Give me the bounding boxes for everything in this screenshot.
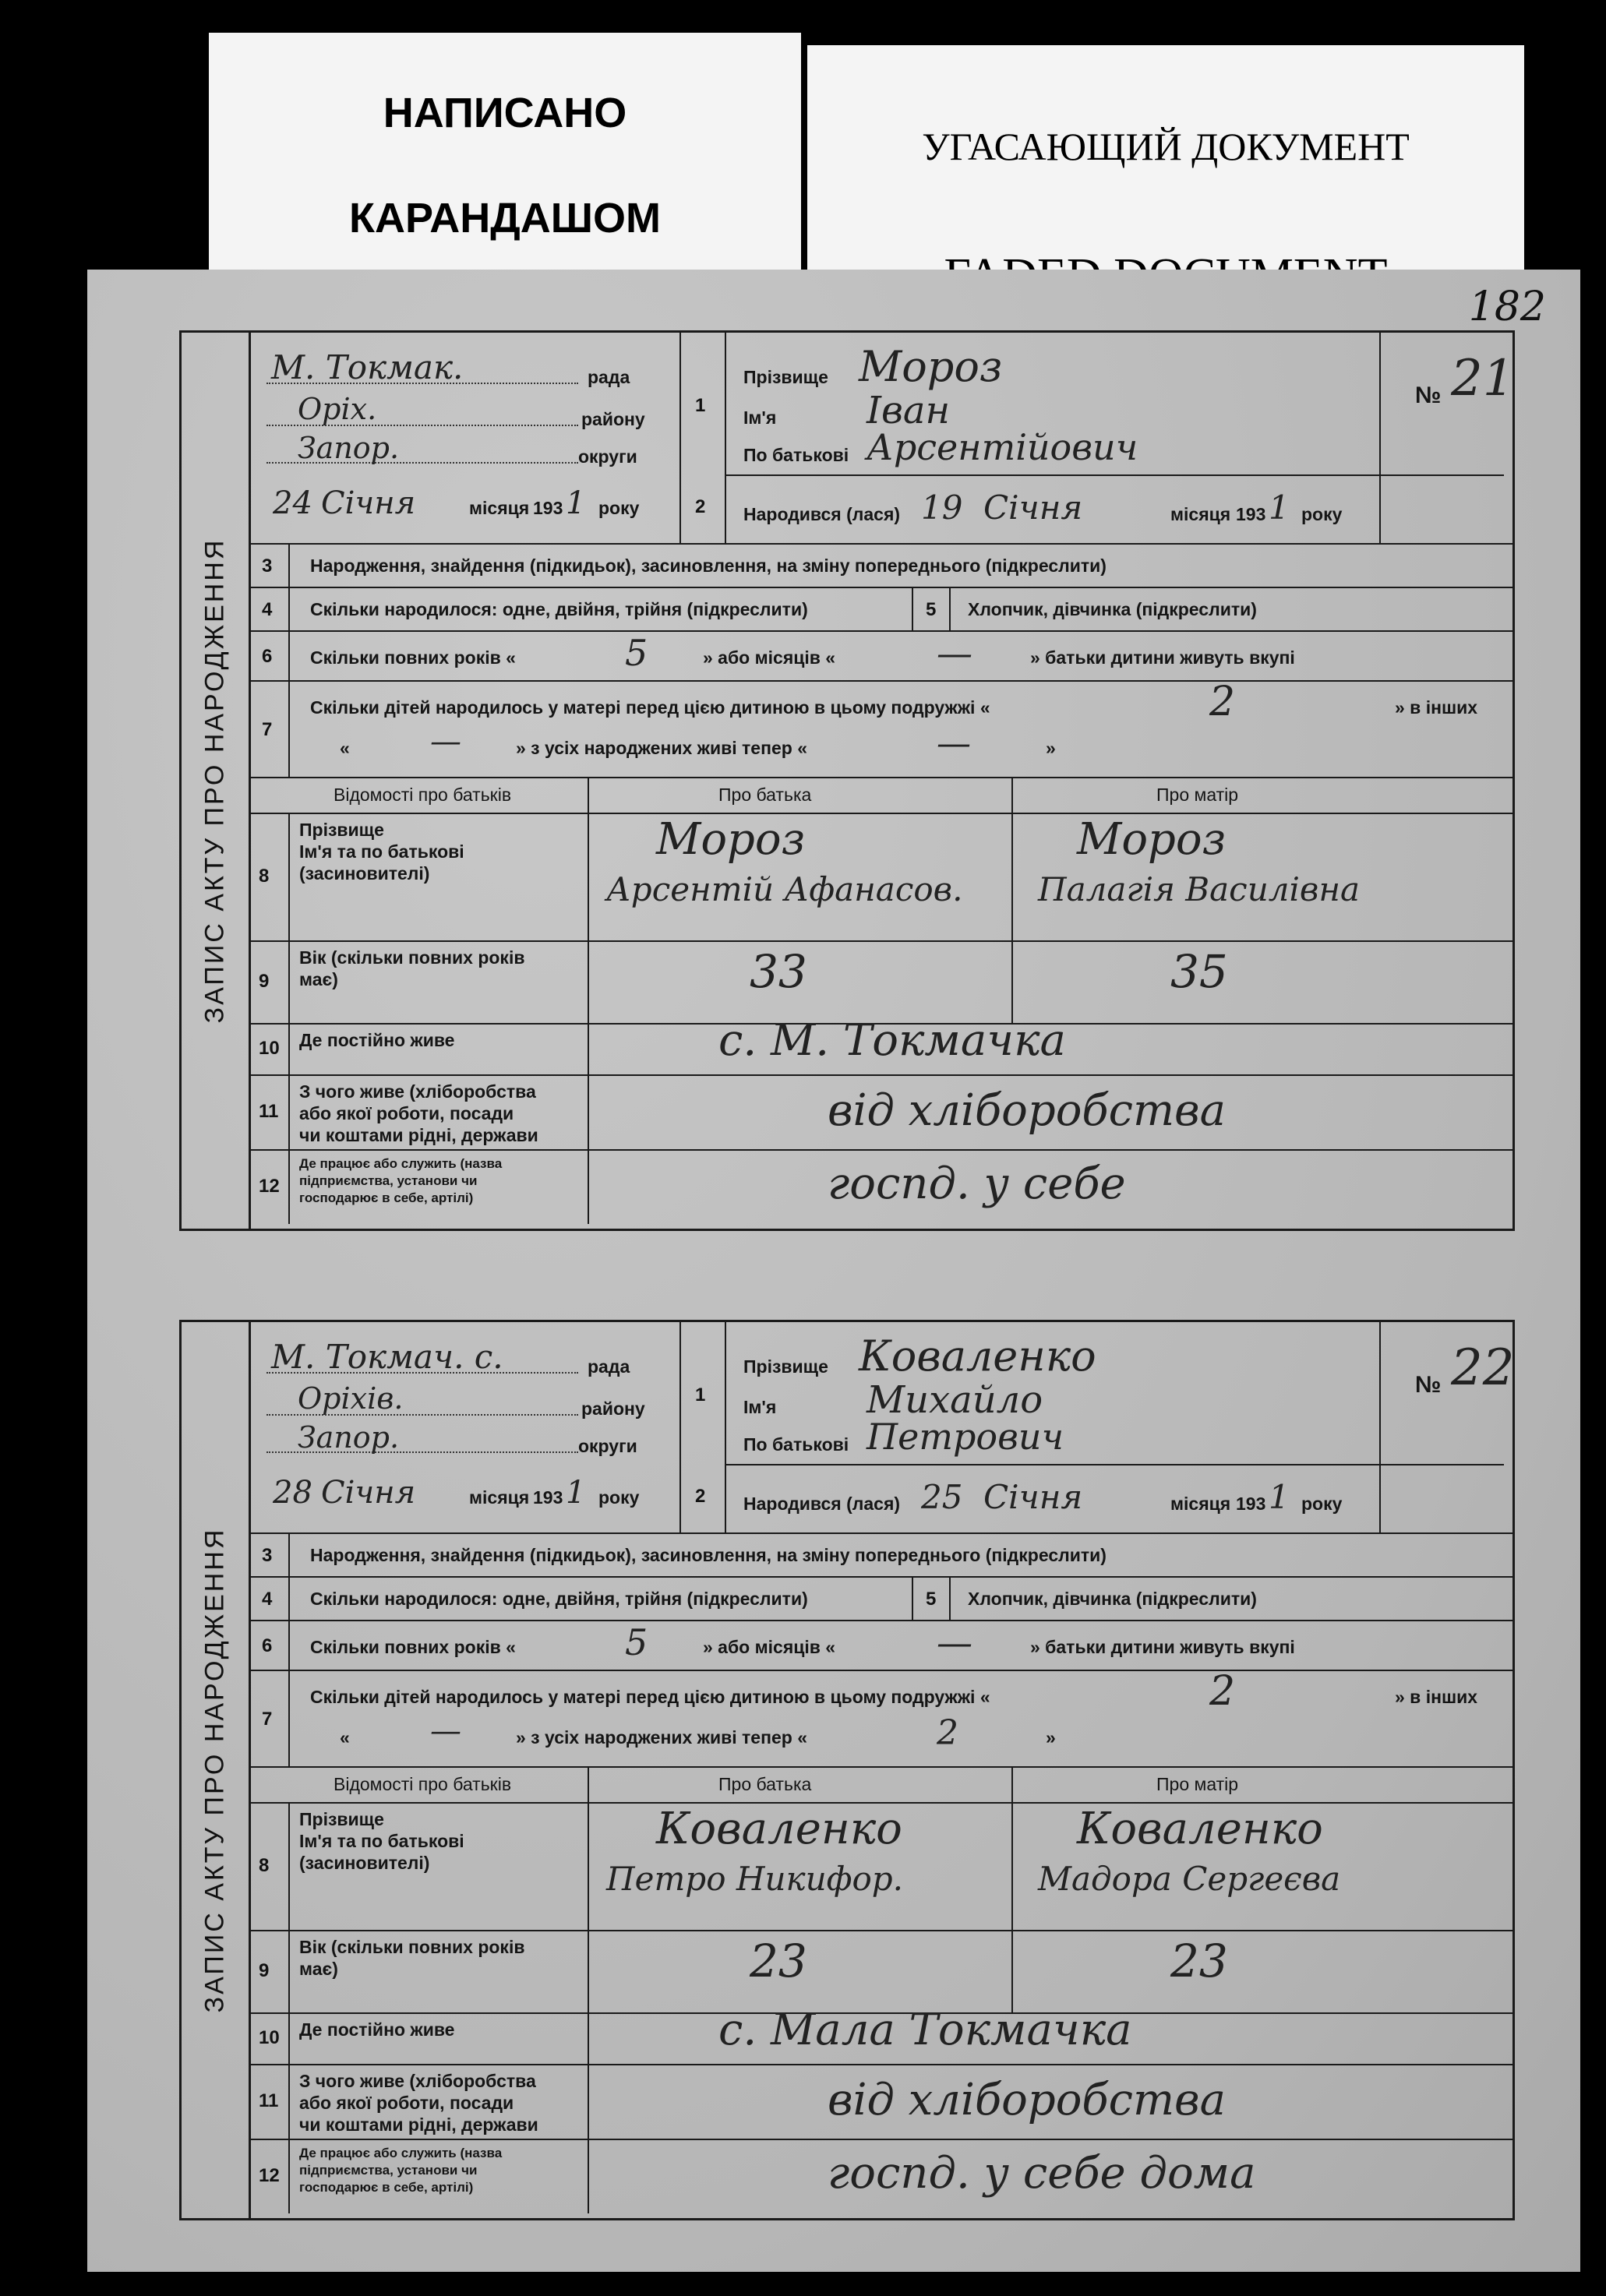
row-8-label: Прізвище Ім'я та по батькові (засиновителі) — [299, 1809, 464, 1873]
patronymic-value: Петрович — [867, 1416, 1064, 1458]
name-value: Михайло — [867, 1378, 1043, 1422]
row-7-label-c: « — [340, 738, 350, 758]
row-number: 9 — [259, 1960, 270, 1981]
birth-day: 25 — [921, 1478, 963, 1516]
occupation: від хліборобства — [828, 1085, 1227, 1136]
reg-day: 24 — [273, 485, 312, 521]
children-alive: 2 — [937, 1713, 958, 1753]
reg-month: Січня — [321, 485, 416, 521]
row-number: 7 — [262, 719, 273, 740]
page-number: 182 — [1468, 284, 1546, 330]
month-label: місяця — [1170, 1494, 1231, 1514]
side-title — [182, 333, 251, 1229]
rayon-value: Оріх. — [298, 392, 377, 426]
birth-year-digit: 1 — [1269, 1478, 1290, 1516]
form-grid — [251, 1322, 1515, 2218]
row-number: 1 — [695, 395, 706, 416]
divider — [725, 474, 1379, 476]
divider — [725, 1464, 1379, 1465]
row-number: 4 — [262, 1589, 273, 1610]
workplace: госпд. у себе — [828, 1159, 1126, 1209]
reg-day: 28 — [273, 1475, 312, 1511]
row-5-label: Хлопчик, дівчинка (підкреслити) — [968, 1589, 1257, 1609]
row-11-label: З чого живе (хліборобства або якої роботи, посади чи коштами рідні, держави — [299, 2071, 538, 2135]
row-7-label-c: « — [340, 1727, 350, 1748]
rada-label: рада — [588, 367, 630, 387]
row-number: 7 — [262, 1709, 273, 1730]
name-label: Ім'я — [743, 407, 777, 428]
row-7-label-d: » з усіх народжених живі тепер « — [516, 1727, 808, 1748]
row-number: 11 — [259, 1101, 279, 1122]
okruga-label: округи — [578, 1436, 637, 1456]
birth-record-form — [179, 1320, 1515, 2220]
pencil-writing-label — [209, 33, 801, 271]
year-prefix: 193 — [533, 1487, 563, 1508]
residence: с. М. Токмачка — [718, 1015, 1066, 1066]
father-surname: Коваленко — [656, 1804, 902, 1854]
row-number: 10 — [259, 2027, 280, 2048]
birth-year-digit: 1 — [1269, 488, 1290, 527]
born-label: Народився (лася) — [743, 504, 901, 524]
row-number: 12 — [259, 2165, 280, 2186]
children-before: 2 — [1209, 679, 1236, 725]
rayon-label: району — [581, 1398, 645, 1419]
label-line: КАРАНДАШОМ — [349, 195, 661, 242]
okruga-value: Запор. — [298, 431, 400, 465]
row-12-label: Де працює або служить (назва підприємства, установи чи господарює в себе, артілі) — [299, 2146, 503, 2195]
row-number: 2 — [695, 496, 706, 517]
row-3-label: Народження, знайдення (підкидьок), засиновлення, на зміну попереднього (підкреслити) — [310, 555, 1107, 576]
row-number: 1 — [695, 1384, 706, 1405]
dotted-line — [266, 462, 578, 464]
row-9-label: Вік (скільки повних років має) — [299, 947, 525, 989]
row-7-label-b: » в інших — [1395, 1687, 1478, 1707]
rada-label: рада — [588, 1356, 630, 1377]
row-number: 6 — [262, 646, 273, 667]
patronymic-label: По батькові — [743, 445, 849, 465]
children-other: — — [430, 1713, 461, 1749]
workplace: госпд. у себе дома — [828, 2148, 1256, 2199]
mother-header: Про матір — [1156, 1774, 1239, 1794]
row-7-label-a: Скільки дітей народилось у матері перед цією дитиною в цьому подружжі « — [310, 1687, 990, 1707]
dotted-line — [266, 1451, 578, 1453]
row-number: 9 — [259, 971, 270, 992]
dotted-line — [266, 425, 578, 426]
born-label: Народився (лася) — [743, 1494, 901, 1514]
father-name: Петро Никифор. — [606, 1860, 904, 1898]
surname-value: Коваленко — [859, 1331, 1096, 1381]
father-age: 33 — [750, 945, 807, 998]
birth-day: 19 — [921, 488, 963, 527]
month-label: місяця — [469, 498, 530, 518]
row-number: 11 — [259, 2090, 279, 2111]
row-5-label: Хлопчик, дівчинка (підкреслити) — [968, 599, 1257, 619]
row-3-label: Народження, знайдення (підкидьок), засиновлення, на зміну попереднього (підкреслити) — [310, 1545, 1107, 1565]
row-6-label-a: Скільки повних років « — [310, 647, 516, 668]
father-name: Арсентій Афанасов. — [606, 870, 963, 908]
dotted-line — [266, 383, 578, 384]
row-number-cell — [251, 1930, 290, 2012]
year-label: року — [598, 1487, 640, 1508]
rayon-value: Оріхів. — [298, 1381, 404, 1416]
patronymic-label: По батькові — [743, 1434, 849, 1455]
document-sheet — [87, 270, 1580, 2272]
surname-value: Мороз — [859, 342, 1003, 391]
side-title-text: ЗАПИС АКТУ ПРО НАРОДЖЕННЯ — [199, 1527, 230, 2013]
surname-label: Прізвище — [743, 1356, 828, 1377]
reg-month: Січня — [321, 1475, 416, 1511]
row-number-cell — [251, 940, 290, 1023]
row-number: 2 — [695, 1486, 706, 1507]
row-number: 12 — [259, 1176, 280, 1197]
form-grid — [251, 333, 1515, 1229]
months-together: — — [937, 632, 972, 674]
number-prefix: № — [1415, 1372, 1442, 1398]
row-number: 5 — [926, 1589, 937, 1610]
month-label: місяця — [1170, 504, 1231, 524]
row-7-label-b: » в інших — [1395, 697, 1478, 718]
rada-value: М. Токмак. — [271, 348, 464, 386]
mother-age: 23 — [1170, 1934, 1228, 1987]
row-8-label: Прізвище Ім'я та по батькові (засиновителі) — [299, 820, 464, 883]
rada-value: М. Токмач. с. — [271, 1338, 503, 1376]
row-10-label: Де постійно живе — [299, 2019, 455, 2040]
divider — [1379, 1464, 1504, 1465]
children-other: — — [430, 724, 461, 760]
row-number: 8 — [259, 866, 270, 887]
surname-label: Прізвище — [743, 367, 828, 387]
row-6-label-b: » або місяців « — [703, 1637, 836, 1657]
okruga-value: Запор. — [298, 1420, 400, 1455]
parents-header: Відомості про батьків — [334, 785, 512, 805]
okruga-label: округи — [578, 446, 637, 467]
row-7-label-d: » з усіх народжених живі тепер « — [516, 738, 808, 758]
side-title — [182, 1322, 251, 2218]
father-surname: Мороз — [656, 814, 806, 865]
row-6-label-a: Скільки повних років « — [310, 1637, 516, 1657]
mother-surname: Коваленко — [1077, 1804, 1323, 1854]
row-number: 10 — [259, 1038, 280, 1059]
birth-month: Січня — [983, 1478, 1083, 1516]
faded-document-label — [807, 45, 1524, 271]
label-line: УГАСАЮЩИЙ ДОКУМЕНТ — [922, 125, 1410, 168]
row-number: 3 — [262, 555, 273, 577]
row-12-label: Де працює або служить (назва підприємства, установи чи господарює в себе, артілі) — [299, 1156, 503, 1205]
residence: с. Мала Токмачка — [718, 2005, 1132, 2055]
father-header: Про батька — [718, 1774, 812, 1794]
reg-year-digit: 1 — [566, 485, 586, 521]
year-prefix: 193 — [533, 498, 563, 518]
birth-record-form — [179, 330, 1515, 1231]
row-11-label: З чого живе (хліборобства або якої роботи, посади чи коштами рідні, держави — [299, 1081, 538, 1145]
month-label: місяця — [469, 1487, 530, 1508]
record-number: 22 — [1451, 1339, 1515, 1397]
rayon-label: району — [581, 409, 645, 429]
divider — [1379, 474, 1504, 476]
mother-name: Палагія Василівна — [1038, 870, 1361, 908]
row-7-label-a: Скільки дітей народилось у матері перед цією дитиною в цьому подружжі « — [310, 697, 990, 718]
year-label: року — [1301, 1494, 1343, 1514]
year-label: року — [598, 498, 640, 518]
year-prefix: 193 — [1236, 1494, 1266, 1514]
number-prefix: № — [1415, 383, 1442, 408]
row-10-label: Де постійно живе — [299, 1030, 455, 1050]
name-label: Ім'я — [743, 1397, 777, 1417]
years-together: 5 — [625, 632, 648, 674]
row-number-cell — [251, 1802, 290, 1930]
row-number-cell — [251, 813, 290, 940]
row-number: 6 — [262, 1635, 273, 1656]
row-number: 4 — [262, 599, 273, 620]
row-9-label: Вік (скільки повних років має) — [299, 1937, 525, 1979]
side-title-text: ЗАПИС АКТУ ПРО НАРОДЖЕННЯ — [199, 538, 230, 1024]
father-age: 23 — [750, 1934, 807, 1987]
year-label: року — [1301, 504, 1343, 524]
row-number: 8 — [259, 1855, 270, 1876]
row-number: 5 — [926, 599, 937, 620]
mother-name: Мадора Сергеєва — [1038, 1860, 1341, 1898]
row-4-label: Скільки народилося: одне, двійня, трійня (підкреслити) — [310, 599, 808, 619]
occupation: від хліборобства — [828, 2075, 1227, 2125]
row-6-label-c: » батьки дитини живуть вкупі — [1030, 647, 1295, 668]
row-6-label-c: » батьки дитини живуть вкупі — [1030, 1637, 1295, 1657]
row-7-label-e: » — [1046, 1727, 1056, 1748]
parents-header: Відомості про батьків — [334, 1774, 512, 1794]
birth-month: Січня — [983, 488, 1083, 527]
row-7-label-e: » — [1046, 738, 1056, 758]
father-header: Про батька — [718, 785, 812, 805]
row-number: 3 — [262, 1545, 273, 1566]
children-alive: — — [937, 724, 971, 764]
reg-year-digit: 1 — [566, 1475, 586, 1511]
mother-age: 35 — [1170, 945, 1228, 998]
row-4-label: Скільки народилося: одне, двійня, трійня (підкреслити) — [310, 1589, 808, 1609]
label-line: НАПИСАНО — [383, 90, 627, 136]
children-before: 2 — [1209, 1668, 1236, 1715]
mother-surname: Мороз — [1077, 814, 1227, 865]
record-number: 21 — [1451, 350, 1515, 407]
years-together: 5 — [625, 1621, 648, 1663]
months-together: — — [937, 1621, 972, 1663]
dotted-line — [266, 1414, 578, 1416]
mother-header: Про матір — [1156, 785, 1239, 805]
patronymic-value: Арсентійович — [867, 426, 1138, 468]
name-value: Іван — [867, 389, 951, 432]
year-prefix: 193 — [1236, 504, 1266, 524]
row-6-label-b: » або місяців « — [703, 647, 836, 668]
dotted-line — [266, 1372, 578, 1374]
